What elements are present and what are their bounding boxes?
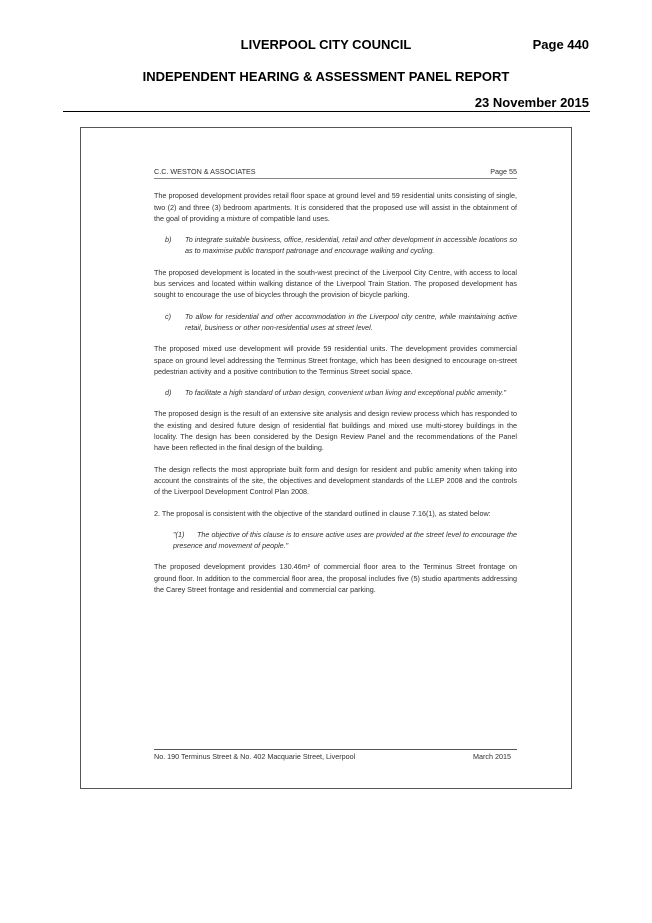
- paragraph-5: The design reflects the most appropriate built form and design for resident and public amenity when taking into account the constraints of the site, the objectives and development standards of the LLEP 2008 and the controls of the Liverpool Development Control Plan 2008.: [154, 464, 517, 497]
- footer-date: March 2015: [473, 752, 511, 761]
- page-number: Page 440: [532, 37, 589, 52]
- quote-clause-text: The objective of this clause is to ensure active uses are provided at the street level to encourage the presence and movement of people.": [173, 529, 517, 551]
- quote-clause-label: "(1): [173, 529, 185, 539]
- embedded-page-footer: [154, 749, 517, 762]
- quote-d-text: To facilitate a high standard of urban design, convenient urban living and exceptional public amenity.": [185, 388, 507, 398]
- report-date: 23 November 2015: [474, 95, 589, 110]
- embedded-page-header: [154, 166, 517, 179]
- paragraph-7: The proposed development provides 130.46m² of commercial floor area to the Terminus Street frontage on ground floor. In addition to the commercial floor area, the proposal includes five (5) studio apartments addressing the Carey Street frontage and residential and commercial car parking.: [154, 562, 517, 595]
- quote-c-label: c): [165, 311, 171, 321]
- firm-name: C.C. WESTON & ASSOCIATES: [154, 167, 256, 176]
- paragraph-6: 2. The proposal is consistent with the objective of the standard outlined in clause 7.16(1), as stated below:: [154, 508, 491, 518]
- quote-c-text: To allow for residential and other accommodation in the Liverpool city centre, while maintaining active retail, business or other non-residential uses at street level.: [185, 311, 517, 332]
- quote-b-text: To integrate suitable business, office, residential, retail and other development in accessible locations so as to maximise public transport patronage and encourage walking and cycling.: [185, 235, 517, 256]
- header-rule: [63, 111, 590, 112]
- quote-d-label: d): [165, 388, 172, 398]
- embedded-page-content: [154, 166, 517, 605]
- quote-d: [165, 387, 517, 398]
- embedded-page-number: Page 55: [490, 167, 517, 176]
- footer-address: No. 190 Terminus Street & No. 402 Macquarie Street, Liverpool: [154, 752, 356, 761]
- quote-b: [165, 234, 517, 257]
- paragraph-4: The proposed design is the result of an extensive site analysis and design review process which has responded to the existing and desired future design of residential flat buildings and mixed use multi-storey buildings in the locality. The design has been considered by the Design Review Panel and the recommendations of the Panel have been reflected in the final design of the building.: [154, 409, 517, 453]
- paragraph-3: The proposed mixed use development will provide 59 residential units. The development provides commercial space on ground level addressing the Terminus Street frontage, which has been designed to encourage on-street pedestrian activity and a positive contribution to the Terminus Street social space.: [154, 344, 517, 376]
- quote-clause-7-16-1: [173, 529, 517, 552]
- paragraph-1: The proposed development provides retail floor space at ground level and 59 residential units consisting of single, two (2) and three (3) bedroom apartments. It is considered that the proposed use will assist in the obtainment of the goal of providing a mixture of compatible land uses.: [154, 191, 517, 223]
- quote-b-label: b): [165, 235, 172, 245]
- quote-c: [165, 311, 517, 334]
- council-name: LIVERPOOL CITY COUNCIL: [240, 37, 412, 52]
- paragraph-2: The proposed development is located in the south-west precinct of the Liverpool City Centre, with access to local bus services and located within walking distance of the Liverpool Train Station. The proposed development has sought to encourage the use of bicycles through the provision of bicycle parking.: [154, 267, 517, 300]
- report-title: INDEPENDENT HEARING & ASSESSMENT PANEL REPORT: [142, 69, 510, 84]
